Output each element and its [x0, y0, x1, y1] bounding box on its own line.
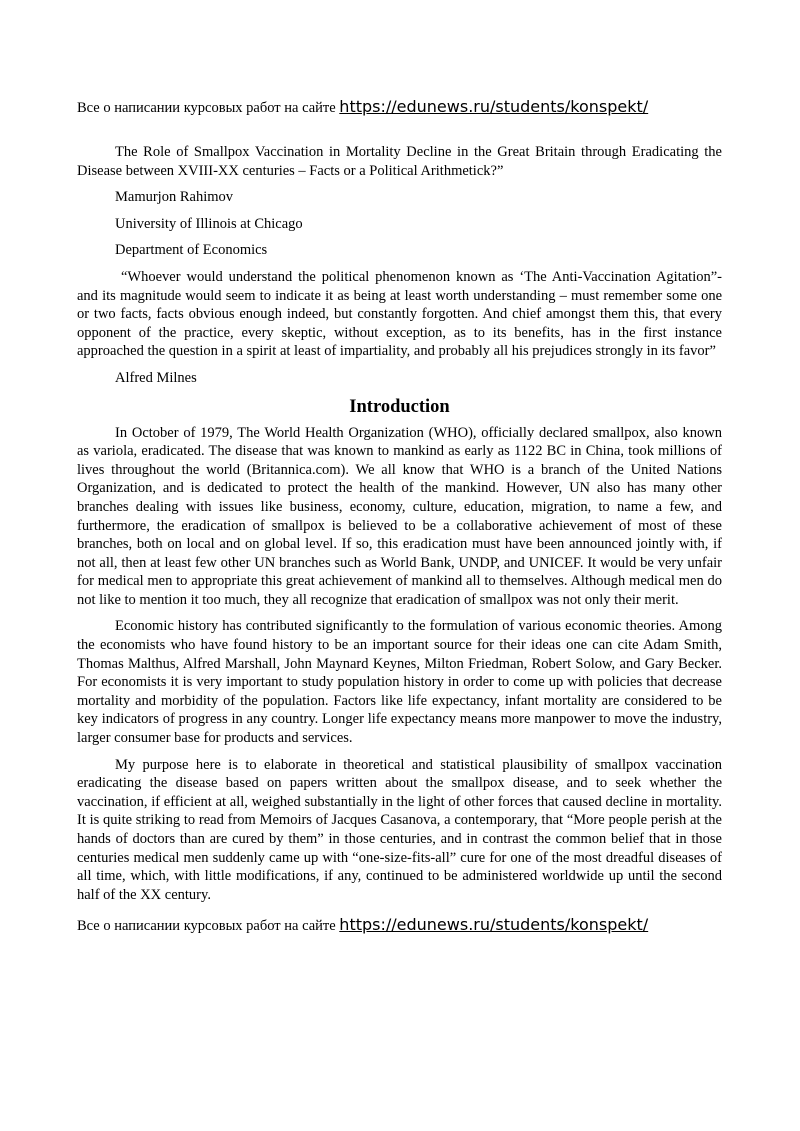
- banner-text: Все о написании курсовых работ на сайте: [77, 918, 336, 935]
- banner-text: Все о написании курсовых работ на сайте: [77, 100, 336, 116]
- author-name: Mamurjon Rahimov: [115, 189, 234, 206]
- paper-title: The Role of Smallpox Vaccination in Mortality Decline in the Great Britain through Eradicating the Disease between XVIII-XX centuries – Facts or a Political Arithmetick?”: [77, 144, 722, 179]
- top-banner: [77, 96, 722, 119]
- banner-link[interactable]: https://edunews.ru/students/konspekt/: [339, 915, 649, 935]
- banner-link[interactable]: https://edunews.ru/students/konspekt/: [339, 97, 649, 116]
- paragraph-2: Economic history has contributed significantly to the formulation of various economic theories. Among the economists who have found history to be an important source for their ideas one can cite Adam Smith, Thomas Malthus, Alfred Marshall, John Maynard Keynes, Milton Friedman, Robert Solow, and Gary Becker. For economists it is very important to study population history in order to come up with policies that decrease mortality and morbidity of the population. Factors like life expectancy, infant mortality are considered to be key indicators of progress in any country. Longer life expectancy means more manpower to move the industry, larger consumer base for products and services.: [77, 618, 722, 747]
- paragraph-3: My purpose here is to elaborate in theoretical and statistical plausibility of smallpox vaccination eradicating the disease based on papers written about the smallpox disease, and to seek whether the vaccination, if efficient at all, weighed substantially in the light of other forces that caused decline in mortality. It is quite striking to read from Memoirs of Jacques Casanova, a contemporary, that “More people perish at the hands of doctors than are cured by them” in those centuries, and in contrast the common belief that in those centuries medical men suddenly came up with “one-size-fits-all” cure for one of the most dreadful diseases of all time, which, with little modifications, if any, continued to be administered worldwide up until the second half of the XX century.: [77, 756, 722, 903]
- department-name: Department of Economics: [115, 242, 268, 259]
- university-name: University of Illinois at Chicago: [115, 215, 303, 232]
- epigraph-quote: “Whoever would understand the political phenomenon known as ‘The Anti-Vaccination Agitation”- and its magnitude would seem to indicate it as being at least worth understanding – must remember some one or two facts, facts obvious enough indeed, but constantly forgotten. And chief amongst them this, that every opponent of the practice, every skeptic, without exception, as to its benefits, has in the first instance approached the question in a spirit at least of impartiality, and probably all his prejudices strongly in its favor”: [77, 268, 722, 360]
- bottom-banner: [77, 914, 722, 937]
- section-heading: Introduction: [349, 396, 450, 417]
- paragraph-1: In October of 1979, The World Health Organization (WHO), officially declared smallpox, also known as variola, eradicated. The disease that was known to mankind as early as 1122 BC in China, took millions of lives throughout the world (Britannica.com). We all know that WHO is a branch of the United Nations Organization, and is dedicated to protect the health of the mankind. However, UN also has many other branches dealing with issues like business, economy, culture, education, migration, to name a few, and furthermore, the eradication of smallpox is believed to be a collaborative achievement of most of these branches, both on local and on global level. If so, this eradication must have been announced jointly with, if not all, then at least few other UN branches such as World Bank, UNDP, and UNICEF. It would be very unfair for medical men to appropriate this great achievement of mankind all to themselves. Although medical men do not like to mention it too much, they all recognize that eradication of smallpox was not only their merit.: [77, 424, 722, 608]
- epigraph-author: Alfred Milnes: [115, 369, 197, 386]
